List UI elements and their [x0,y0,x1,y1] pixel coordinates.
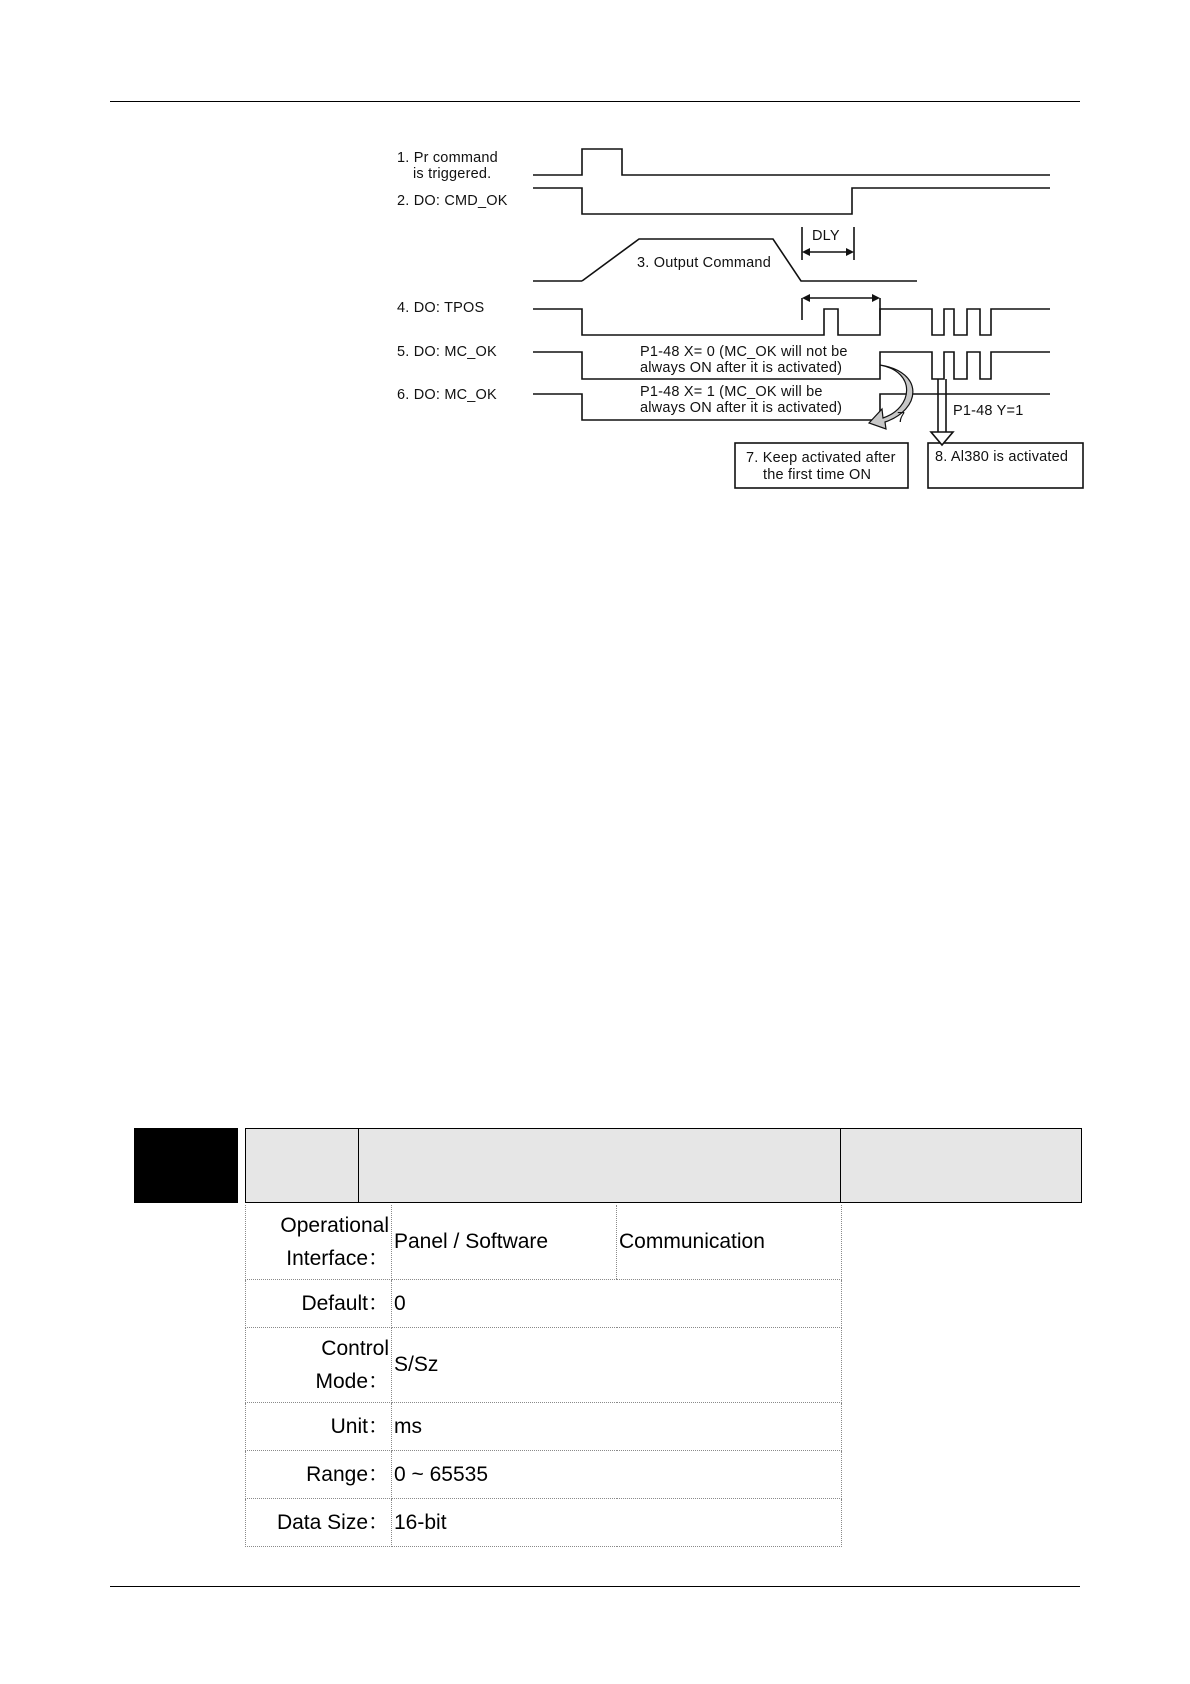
timing-diagram [395,140,1095,500]
dly-arrowhead-right [846,248,854,256]
header-divider-2 [840,1129,841,1202]
header-divider-1 [358,1129,359,1202]
output-command-label: 3. Output Command [637,255,771,271]
value-default: 0 [392,1280,842,1328]
mc-ok-x0-label: 5. DO: MC_OK [397,344,497,360]
arrow-7-label: 7 [897,410,906,426]
parameter-attributes-table [245,1205,842,1547]
label-data-size: Data Size： [246,1499,392,1547]
value-panel-software: Panel / Software [392,1205,617,1280]
tpos-arrowhead-left [802,294,810,302]
label-control-mode: Control Mode： [246,1328,392,1403]
mc-ok-x1-label: 6. DO: MC_OK [397,387,497,403]
cmd-ok-label: 2. DO: CMD_OK [397,193,508,209]
parameter-header-bar [245,1128,1082,1203]
note-x1-line2: always ON after it is activated) [640,400,843,416]
box7-line2: the first time ON [763,467,872,483]
value-data-size: 16-bit [392,1499,842,1547]
row-operational-interface [246,1205,842,1280]
pr-command-label-2: is triggered. [413,166,492,182]
value-control-mode: S/Sz [392,1328,842,1403]
label-default: Default： [246,1280,392,1328]
box8-label: 8. Al380 is activated [935,449,1069,465]
dly-label: DLY [812,228,840,244]
note-x0-line1: P1-48 X= 0 (MC_OK will not be [640,344,848,360]
pr-command-label-1: 1. Pr command [397,150,498,166]
y-label: P1-48 Y=1 [953,403,1024,419]
row-control-mode [246,1328,842,1403]
dly-arrowhead-left [802,248,810,256]
tpos-arrowhead-right [872,294,880,302]
footer-rule [110,1586,1080,1587]
note-x1-line1: P1-48 X= 1 (MC_OK will be [640,384,823,400]
row-data-size [246,1499,842,1547]
tpos-waveform [533,309,1050,335]
row-default [246,1280,842,1328]
label-unit: Unit： [246,1403,392,1451]
cmd-ok-waveform [533,188,1050,214]
value-communication: Communication [617,1205,842,1280]
row-range [246,1451,842,1499]
keep-activated-curved-arrow [869,365,913,429]
row-unit [246,1403,842,1451]
box7-line1: 7. Keep activated after [746,450,896,466]
value-range: 0 ~ 65535 [392,1451,842,1499]
pr-command-waveform [533,149,1050,175]
label-operational-interface: Operational Interface： [246,1205,392,1280]
tpos-label: 4. DO: TPOS [397,300,485,316]
value-unit: ms [392,1403,842,1451]
parameter-tab-marker [134,1128,238,1203]
note-x0-line2: always ON after it is activated) [640,360,843,376]
label-range: Range： [246,1451,392,1499]
header-rule [110,101,1080,102]
